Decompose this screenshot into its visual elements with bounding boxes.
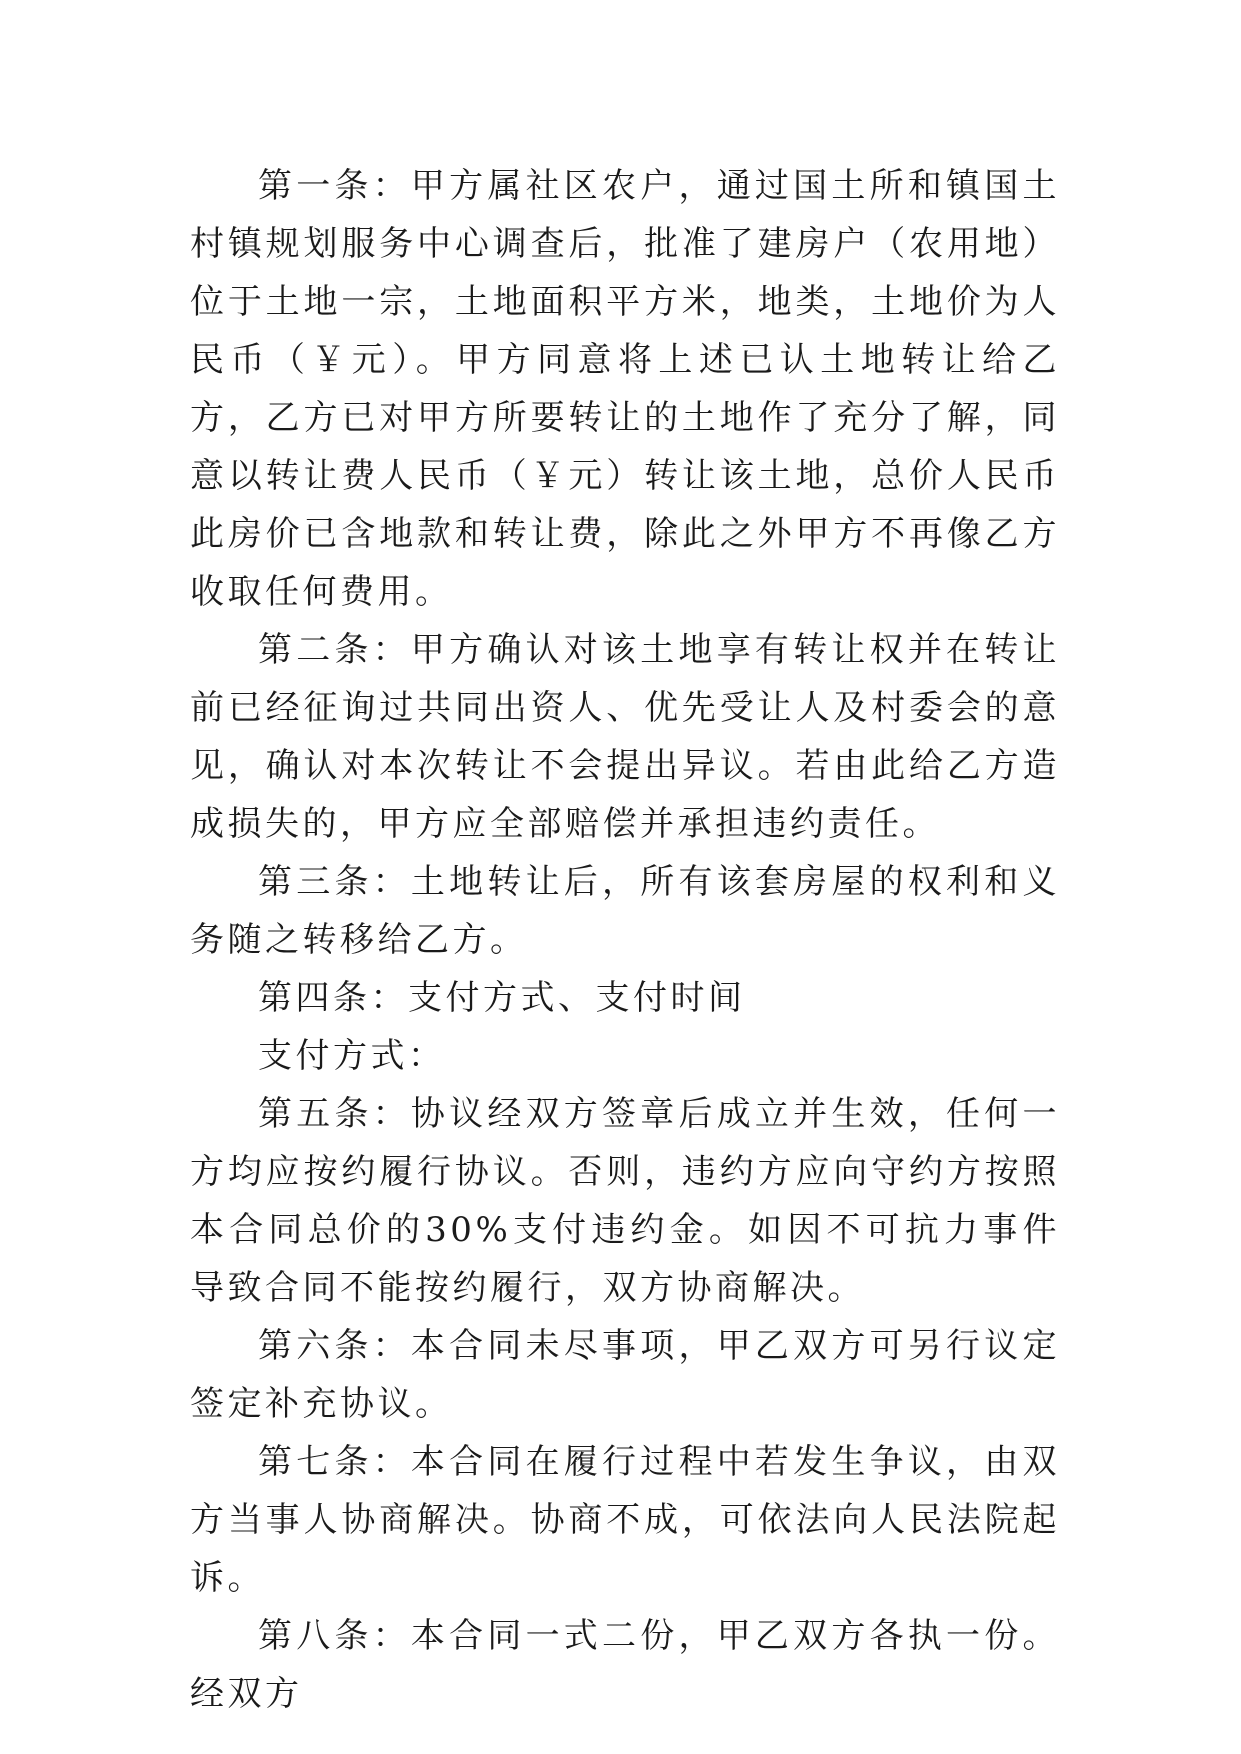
- clause-7-paragraph: 第七条：本合同在履行过程中若发生争议，由双方当事人协商解决。协商不成，可依法向人民法院起诉。: [190, 1442, 1060, 1598]
- clause-6-paragraph: 第六条：本合同未尽事项，甲乙双方可另行议定签定补充协议。: [190, 1326, 1060, 1424]
- clause-8-paragraph: 第八条：本合同一式二份，甲乙双方各执一份。经双方: [190, 1616, 1060, 1714]
- clause-1-paragraph: 第一条：甲方属社区农户，通过国土所和镇国土村镇规划服务中心调查后，批准了建房户（农用地）位于土地一宗，土地面积平方米，地类，土地价为人民币（￥元）。甲方同意将上述已认土地转让给乙方，乙方已对甲方所要转让的土地作了充分了解，同意以转让费人民币（￥元）转让该土地，总价人民币此房价已含地款和转让费，除此之外甲方不再像乙方收取任何费用。: [190, 166, 1060, 612]
- clause-2-paragraph: 第二条：甲方确认对该土地享有转让权并在转让前已经征询过共同出资人、优先受让人及村委会的意见，确认对本次转让不会提出异议。若由此给乙方造成损失的，甲方应全部赔偿并承担违约责任。: [190, 630, 1060, 844]
- payment-method-paragraph: 支付方式：: [258, 1036, 446, 1076]
- clause-4-paragraph: 第四条：支付方式、支付时间: [258, 978, 746, 1018]
- clause-5-paragraph: 第五条：协议经双方签章后成立并生效，任何一方均应按约履行协议。否则，违约方应向守约方按照本合同总价的30%支付违约金。如因不可抗力事件导致合同不能按约履行，双方协商解决。: [190, 1094, 1060, 1308]
- contract-body: [190, 157, 1060, 1723]
- clause-3-paragraph: 第三条：土地转让后，所有该套房屋的权利和义务随之转移给乙方。: [190, 862, 1060, 960]
